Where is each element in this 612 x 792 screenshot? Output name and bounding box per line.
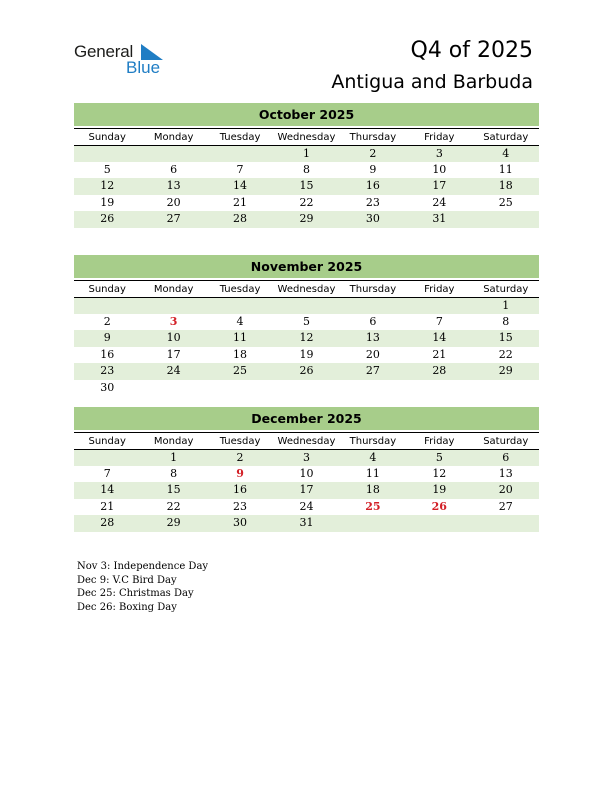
weekday-label: Tuesday (219, 284, 261, 295)
day-cell (207, 146, 273, 162)
day-cell (207, 298, 273, 314)
day-cell: 25 (498, 195, 513, 209)
weekday-label: Monday (153, 284, 194, 295)
week-row (74, 363, 539, 380)
day-cell: 7 (435, 314, 443, 328)
day-cell: 8 (502, 314, 510, 328)
day-cell: 24 (166, 364, 181, 377)
weekday-label: Monday (153, 436, 194, 447)
day-cell: 20 (365, 347, 380, 361)
day-cell: 11 (498, 162, 513, 176)
day-cell: 26 (431, 499, 447, 513)
day-cell (140, 380, 206, 397)
page-title: Q4 of 2025 (410, 38, 533, 63)
day-cell: 4 (369, 451, 377, 464)
day-cell: 1 (302, 147, 310, 160)
day-cell: 11 (233, 331, 248, 344)
day-cell: 28 (233, 212, 248, 225)
day-cell: 2 (369, 147, 377, 160)
weekday-label: Wednesday (277, 284, 336, 295)
day-cell: 17 (166, 347, 181, 361)
day-cell: 28 (432, 364, 447, 377)
holiday-note: Dec 25: Christmas Day (77, 588, 194, 599)
day-cell: 28 (100, 516, 115, 529)
day-cell: 22 (498, 347, 513, 361)
day-cell: 27 (166, 212, 181, 225)
day-cell: 30 (365, 212, 380, 225)
day-cell: 3 (435, 147, 443, 160)
day-cell: 13 (365, 331, 380, 344)
week-row (74, 380, 539, 397)
weekday-label: Saturday (483, 132, 529, 143)
weekday-label: Thursday (349, 284, 397, 295)
day-cell: 16 (100, 347, 115, 361)
day-cell: 9 (103, 331, 111, 344)
day-cell: 1 (502, 299, 510, 312)
day-cell: 8 (302, 162, 310, 176)
day-cell (140, 146, 206, 162)
day-cell: 12 (299, 331, 314, 344)
holiday-notes (77, 560, 208, 614)
day-cell (406, 298, 472, 314)
day-cell: 2 (236, 451, 244, 464)
day-cell (207, 380, 273, 397)
day-cell: 16 (365, 179, 380, 192)
week-row (74, 178, 539, 195)
day-cell: 6 (502, 451, 510, 464)
weekday-header-row (74, 280, 539, 297)
day-cell: 15 (498, 331, 513, 344)
week-row (74, 195, 539, 212)
week-row (74, 314, 539, 331)
logo-word-general: General (74, 42, 134, 61)
day-cell: 17 (299, 483, 314, 496)
day-cell (273, 380, 339, 397)
week-row (74, 211, 539, 228)
day-cell: 2 (103, 314, 111, 328)
weekday-label: Saturday (483, 284, 529, 295)
day-cell: 18 (365, 483, 380, 496)
day-cell: 17 (432, 179, 447, 192)
day-cell (406, 515, 472, 532)
day-cell (74, 146, 140, 162)
day-cell (473, 515, 539, 532)
day-cell: 31 (299, 516, 314, 529)
day-cell: 6 (170, 162, 178, 176)
weekday-label: Thursday (349, 132, 397, 143)
day-cell: 4 (502, 147, 510, 160)
day-cell: 21 (233, 195, 248, 209)
day-cell (273, 298, 339, 314)
brand-logo (74, 42, 174, 76)
day-cell (473, 211, 539, 228)
month-calendar-october (74, 103, 539, 228)
day-cell: 11 (365, 466, 380, 480)
day-cell: 5 (103, 162, 111, 176)
day-cell: 27 (498, 499, 513, 513)
week-row (74, 145, 539, 162)
day-cell: 21 (432, 347, 447, 361)
day-cell: 13 (166, 179, 181, 192)
day-cell: 18 (498, 179, 513, 192)
weekday-label: Saturday (483, 436, 529, 447)
day-cell: 24 (299, 499, 314, 513)
day-cell: 15 (299, 179, 314, 192)
weekday-header-row (74, 128, 539, 145)
weekday-label: Sunday (88, 436, 126, 447)
day-cell: 16 (233, 483, 248, 496)
day-cell: 13 (498, 466, 513, 480)
weekday-label: Monday (153, 132, 194, 143)
day-cell: 23 (100, 364, 115, 377)
day-cell (340, 298, 406, 314)
month-title: December 2025 (74, 407, 539, 430)
weekday-label: Sunday (88, 132, 126, 143)
week-row (74, 330, 539, 347)
weekday-label: Friday (424, 436, 455, 447)
weekday-label: Tuesday (219, 436, 261, 447)
day-cell: 7 (236, 162, 244, 176)
day-cell: 9 (369, 162, 377, 176)
weekday-label: Wednesday (277, 132, 336, 143)
day-cell (473, 380, 539, 397)
month-title: November 2025 (74, 255, 539, 278)
day-cell: 7 (103, 466, 111, 480)
day-cell: 1 (170, 451, 178, 464)
day-cell: 22 (166, 499, 181, 513)
day-cell: 31 (432, 212, 447, 225)
day-cell: 29 (166, 516, 181, 529)
day-cell: 3 (302, 451, 310, 464)
day-cell: 19 (100, 195, 115, 209)
weekday-label: Wednesday (277, 436, 336, 447)
weekday-label: Tuesday (219, 132, 261, 143)
weekday-label: Friday (424, 132, 455, 143)
day-cell: 12 (432, 466, 447, 480)
day-cell: 20 (166, 195, 181, 209)
weekday-header-row (74, 432, 539, 449)
day-cell: 14 (432, 331, 447, 344)
day-cell: 8 (170, 466, 178, 480)
month-calendar-november (74, 255, 539, 396)
weekday-label: Friday (424, 284, 455, 295)
day-cell: 30 (100, 380, 115, 394)
day-cell: 21 (100, 499, 115, 513)
day-cell: 10 (166, 331, 181, 344)
day-cell (406, 380, 472, 397)
day-cell (340, 380, 406, 397)
day-cell: 14 (100, 483, 115, 496)
day-cell (340, 515, 406, 532)
day-cell: 3 (169, 314, 178, 328)
day-cell: 19 (432, 483, 447, 496)
page-subtitle: Antigua and Barbuda (331, 71, 533, 93)
holiday-note: Dec 26: Boxing Day (77, 601, 177, 613)
week-row (74, 297, 539, 314)
holiday-note: Dec 9: V.C Bird Day (77, 574, 177, 586)
week-row (74, 162, 539, 179)
day-cell: 10 (299, 466, 314, 480)
day-cell: 25 (365, 499, 381, 513)
day-cell: 10 (432, 162, 447, 176)
week-row (74, 449, 539, 466)
day-cell (74, 450, 140, 466)
day-cell: 18 (233, 347, 248, 361)
day-cell: 12 (100, 179, 115, 192)
day-cell: 5 (435, 451, 443, 464)
day-cell (74, 298, 140, 314)
day-cell: 23 (233, 499, 248, 513)
weekday-label: Sunday (88, 284, 126, 295)
day-cell: 5 (302, 314, 310, 328)
weekday-label: Thursday (349, 436, 397, 447)
month-title: October 2025 (74, 103, 539, 126)
week-row (74, 499, 539, 516)
week-row (74, 347, 539, 364)
holiday-note: Nov 3: Independence Day (77, 561, 209, 572)
day-cell: 20 (498, 483, 513, 496)
day-cell: 24 (432, 195, 447, 209)
logo-word-blue: Blue (126, 58, 161, 77)
day-cell: 23 (365, 195, 380, 209)
day-cell: 19 (299, 347, 314, 361)
day-cell: 15 (166, 483, 181, 496)
day-cell: 29 (498, 364, 513, 377)
day-cell: 9 (236, 466, 244, 480)
week-row (74, 515, 539, 532)
day-cell: 27 (365, 364, 380, 377)
day-cell: 26 (299, 364, 314, 377)
day-cell (140, 298, 206, 314)
day-cell: 29 (299, 212, 314, 225)
week-row (74, 466, 539, 483)
day-cell: 25 (233, 364, 248, 377)
day-cell: 26 (100, 212, 115, 225)
day-cell: 14 (233, 179, 248, 192)
day-cell: 30 (233, 516, 248, 529)
month-calendar-december (74, 407, 539, 532)
day-cell: 4 (236, 314, 244, 328)
day-cell: 6 (369, 314, 377, 328)
week-row (74, 482, 539, 499)
day-cell: 22 (299, 195, 314, 209)
